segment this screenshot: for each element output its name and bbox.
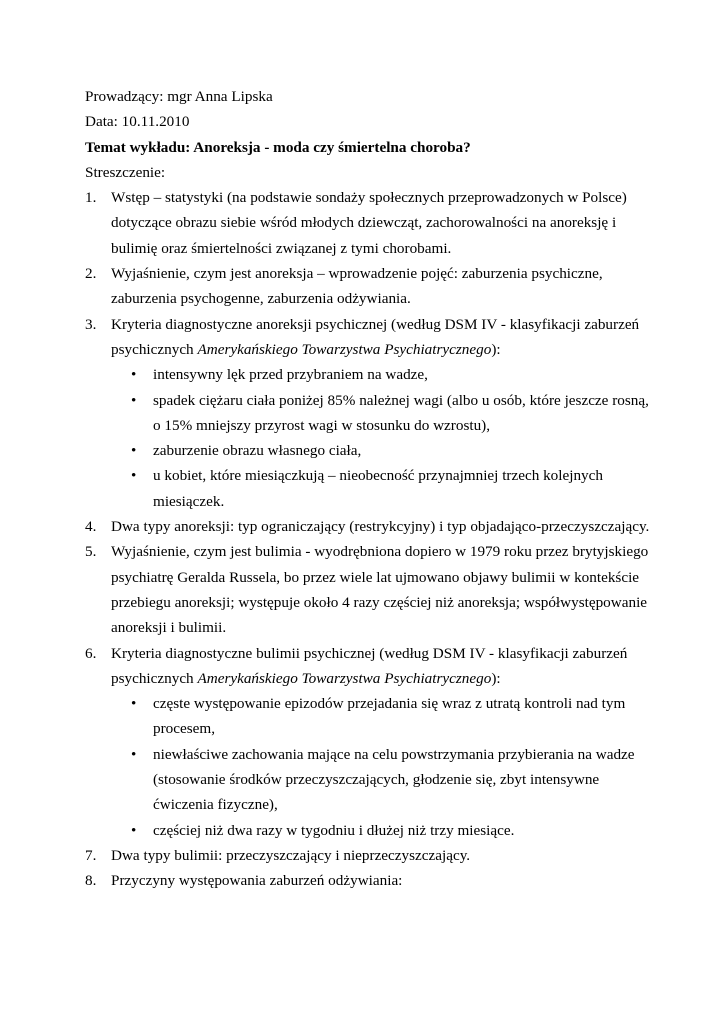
bullet-text: miesiączek. — [153, 492, 225, 510]
item-text: Dwa typy anoreksji: typ ograniczający (restrykcyjny) i typ objadająco-przeczyszczający. — [111, 518, 650, 536]
bullet-text: ćwiczenia fizyczne), — [153, 796, 278, 814]
lecture-topic: Temat wykładu: Anoreksja - moda czy śmiertelna choroba? — [85, 138, 471, 156]
bullet-text: zaburzenie obrazu własnego ciała, — [153, 442, 362, 460]
list-item-4 — [85, 514, 650, 539]
bullet-item — [111, 362, 645, 387]
bullet-item — [111, 691, 645, 742]
item-number: 2. — [85, 265, 97, 283]
item-text: ): — [491, 669, 501, 687]
bullet-text: (stosowanie środków przeczyszczających, głodzenie się, zbyt intensywne — [153, 771, 600, 789]
bullet-text: częste występowanie epizodów przejadania się wraz z utratą kontroli nad tym — [153, 695, 626, 713]
bullet-list — [111, 362, 649, 514]
item-text: anoreksji i bulimii. — [111, 619, 227, 637]
item-text: psychiatrę Geralda Russela, bo przez wiele lat ujmowano objawy bulimii w kontekście — [111, 568, 640, 586]
bullet-icon: • — [131, 366, 137, 384]
item-text: przebiegu anoreksji; występuje około 4 razy częściej niż anoreksja; współwystępowanie — [111, 593, 648, 611]
item-text: Kryteria diagnostyczne bulimii psychicznej (według DSM IV - klasyfikacji zaburzeń — [111, 644, 628, 662]
bullet-text: częściej niż dwa razy w tygodniu i dłużej niż trzy miesiące. — [153, 821, 515, 839]
item-text-line — [111, 666, 645, 691]
lecturer-line: Prowadzący: mgr Anna Lipska — [85, 88, 273, 105]
item-text: psychicznych — [111, 669, 198, 687]
bullet-icon: • — [131, 467, 137, 485]
list-item-5 — [85, 539, 649, 640]
bullet-text: procesem, — [153, 720, 215, 738]
list-item-8 — [85, 868, 645, 893]
list-item-1 — [85, 185, 645, 261]
date-line: Data: 10.11.2010 — [85, 113, 190, 131]
list-item-2 — [85, 261, 645, 312]
bullet-text: intensywny lęk przed przybraniem na wadze, — [153, 366, 428, 384]
bullet-list — [111, 691, 645, 843]
item-text: psychicznych — [111, 340, 198, 358]
item-number: 6. — [85, 644, 97, 662]
list-item-7 — [85, 843, 645, 868]
item-text-line — [111, 337, 645, 362]
bullet-icon: • — [131, 391, 137, 409]
item-number: 4. — [85, 518, 97, 536]
list-item-3 — [85, 312, 649, 514]
item-number: 3. — [85, 315, 97, 333]
item-text: Wyjaśnienie, czym jest anoreksja – wprowadzenie pojęć: zaburzenia psychiczne, — [111, 265, 603, 283]
organization-name: Amerykańskiego Towarzystwa Psychiatrycznego — [197, 340, 492, 358]
bullet-text: u kobiet, które miesiączkują – nieobecność przynajmniej trzech kolejnych — [153, 467, 603, 485]
bullet-item — [111, 463, 645, 514]
item-text: bulimię oraz śmiertelności związanej z tymi chorobami. — [111, 239, 452, 257]
item-text: Kryteria diagnostyczne anoreksji psychicznej (według DSM IV - klasyfikacji zaburzeń — [111, 315, 640, 333]
organization-name: Amerykańskiego Towarzystwa Psychiatrycznego — [197, 669, 492, 687]
item-text: zaburzenia psychogenne, zaburzenia odżywiania. — [111, 290, 411, 308]
bullet-icon: • — [131, 745, 137, 763]
item-text: Wstęp – statystyki (na podstawie sondaży społecznych przeprowadzonych w Polsce) — [111, 189, 627, 207]
document-content — [85, 84, 650, 894]
bullet-icon: • — [131, 821, 137, 839]
item-text: Wyjaśnienie, czym jest bulimia - wyodrębniona dopiero w 1979 roku przez brytyjskiego — [111, 543, 649, 561]
item-number: 7. — [85, 846, 97, 864]
bullet-icon: • — [131, 695, 137, 713]
item-number: 8. — [85, 872, 97, 890]
bullet-item — [111, 742, 645, 818]
bullet-item — [111, 818, 645, 843]
bullet-icon: • — [131, 442, 137, 460]
summary-label: Streszczenie: — [85, 163, 166, 181]
bullet-text: spadek ciężaru ciała poniżej 85% należnej wagi (albo u osób, które jeszcze rosną, — [153, 391, 649, 409]
item-text: ): — [491, 340, 501, 358]
list-item-6 — [85, 641, 645, 843]
bullet-text: o 15% mniejszy przyrost wagi w stosunku do wzrostu), — [153, 416, 491, 434]
item-number: 5. — [85, 543, 97, 561]
item-text: dotyczące obrazu siebie wśród młodych dziewcząt, zachorowalności na anoreksję i — [111, 214, 617, 232]
item-text: Przyczyny występowania zaburzeń odżywiania: — [111, 872, 403, 890]
bullet-item — [111, 438, 645, 463]
item-text: Dwa typy bulimii: przeczyszczający i nieprzeczyszczający. — [111, 846, 471, 864]
bullet-item — [111, 388, 649, 439]
item-number: 1. — [85, 189, 97, 207]
bullet-text: niewłaściwe zachowania mające na celu powstrzymania przybierania na wadze — [153, 745, 635, 763]
